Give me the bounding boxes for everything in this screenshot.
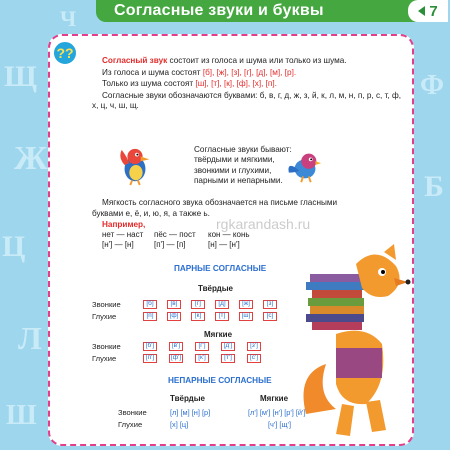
voice-noise-prefix: Из голоса и шума состоят bbox=[102, 67, 203, 77]
paired-soft-voiceless-cell: [к'] bbox=[195, 354, 209, 363]
unpaired-hard-title: Твёрдые bbox=[170, 394, 205, 403]
fox-with-books-illustration bbox=[296, 244, 436, 444]
paired-soft-voiced-label: Звонкие bbox=[92, 342, 121, 351]
unpaired-voiceless-label: Глухие bbox=[118, 420, 143, 429]
unpaired-soft-title: Мягкие bbox=[260, 394, 289, 403]
paired-hard-voiceless-label: Глухие bbox=[92, 312, 117, 321]
paired-hard-voiced-cell: [д] bbox=[215, 300, 229, 309]
paired-soft-voiceless-cell: [т'] bbox=[221, 354, 235, 363]
paired-hard-voiceless-cell: [к] bbox=[191, 312, 205, 321]
noise-prefix: Только из шума состоят bbox=[102, 79, 196, 89]
example-word-3: кон — конь bbox=[208, 230, 250, 239]
types-line-3: звонкими и глухими, bbox=[194, 165, 272, 175]
page-number bbox=[408, 0, 448, 22]
paired-soft-voiced-cell: [б'] bbox=[143, 342, 157, 351]
watermark: rgkarandash.ru bbox=[216, 216, 311, 232]
paired-hard-voiced-cell: [ж] bbox=[239, 300, 253, 309]
unpaired-title: НЕПАРНЫЕ СОГЛАСНЫЕ bbox=[168, 376, 272, 385]
page-title: Согласные звуки и буквы bbox=[114, 2, 324, 19]
types-line-1: Согласные звуки бывают: bbox=[194, 145, 292, 154]
paired-hard-title: Твёрдые bbox=[198, 284, 233, 293]
bird-left-illustration bbox=[116, 146, 154, 186]
letters-line: Согласные звуки обозначаются буквами: б, в, г, д, ж, з, й, к, л, м, н, п, р, с, т, ф, х, ц, ч, ш, щ. bbox=[92, 90, 402, 111]
paired-hard-voiced-cell: [з] bbox=[263, 300, 277, 309]
triangle-left-icon bbox=[418, 6, 425, 16]
paired-hard-voiceless-cell: [ф] bbox=[167, 312, 181, 321]
example-word-1: нет — наст bbox=[102, 230, 144, 239]
paired-soft-voiced-cell: [г'] bbox=[195, 342, 209, 351]
paired-hard-voiced-label: Звонкие bbox=[92, 300, 121, 309]
example-word-2: пёс — пост bbox=[154, 230, 196, 239]
term-definition: состоит из голоса и шума или только из шума. bbox=[167, 56, 347, 65]
paired-soft-voiceless-cell: [п'] bbox=[143, 354, 157, 363]
page-number-value: 7 bbox=[429, 2, 438, 20]
example-sound-2: [п'] — [п] bbox=[154, 240, 186, 249]
paired-soft-title: Мягкие bbox=[204, 330, 233, 339]
unpaired-hard-voiceless: [х] [ц] bbox=[170, 420, 189, 429]
consonant-types bbox=[194, 145, 292, 187]
paired-title: ПАРНЫЕ СОГЛАСНЫЕ bbox=[174, 264, 267, 273]
softness-text: Мягкость согласного звука обозначается на письме гласными буквами е, ё, и, ю, я, а также ь. bbox=[92, 198, 338, 218]
paired-soft-voiced-cell: [д'] bbox=[221, 342, 235, 351]
paired-soft-voiceless-cell: [с'] bbox=[247, 354, 261, 363]
paired-hard-voiceless-cell: [т] bbox=[215, 312, 229, 321]
paired-hard-voiced-cell: [в] bbox=[167, 300, 181, 309]
paired-soft-voiced-cell: [з'] bbox=[247, 342, 261, 351]
paired-soft-voiceless-label: Глухие bbox=[92, 354, 117, 363]
example-sound-1: [н'] — [н] bbox=[102, 240, 134, 249]
paired-soft-voiced-cell: [в'] bbox=[169, 342, 183, 351]
background-letters: Щ Ж Ц Л Ф Б Ш Ч bbox=[2, 6, 445, 431]
unpaired-hard-voiced: [л] [м] [н] [р] bbox=[170, 408, 211, 417]
example-sound-3: [н] — [н'] bbox=[208, 240, 240, 249]
question-marks-icon: ?? bbox=[52, 40, 78, 66]
types-line-4: парными и непарными. bbox=[194, 176, 283, 186]
unpaired-soft-voiced: [л'] [м'] [н'] [р'] [й'] bbox=[248, 408, 306, 417]
paired-hard-voiced-cell: [г] bbox=[191, 300, 205, 309]
page-header bbox=[96, 0, 448, 22]
unpaired-soft-voiceless: [ч'] [щ'] bbox=[268, 420, 292, 429]
paired-hard-voiceless-cell: [ш] bbox=[239, 312, 253, 321]
types-line-2: твёрдыми и мягкими, bbox=[194, 155, 275, 165]
intro-text bbox=[92, 56, 404, 113]
example-title: Например, bbox=[102, 220, 146, 229]
paired-hard-voiceless-cell: [с] bbox=[263, 312, 277, 321]
paired-hard-voiced-cell: [б] bbox=[143, 300, 157, 309]
voice-noise-sounds: [б], [ж], [з], [г], [д], [м], [р]. bbox=[202, 67, 297, 77]
paired-soft-voiceless-cell: [ф'] bbox=[170, 354, 182, 362]
term-consonant: Согласный звук bbox=[102, 56, 168, 65]
noise-sounds: [ш], [т], [к], [ф], [х], [п]. bbox=[195, 79, 277, 89]
unpaired-voiced-label: Звонкие bbox=[118, 408, 147, 417]
paired-hard-voiceless-cell: [п] bbox=[143, 312, 157, 321]
